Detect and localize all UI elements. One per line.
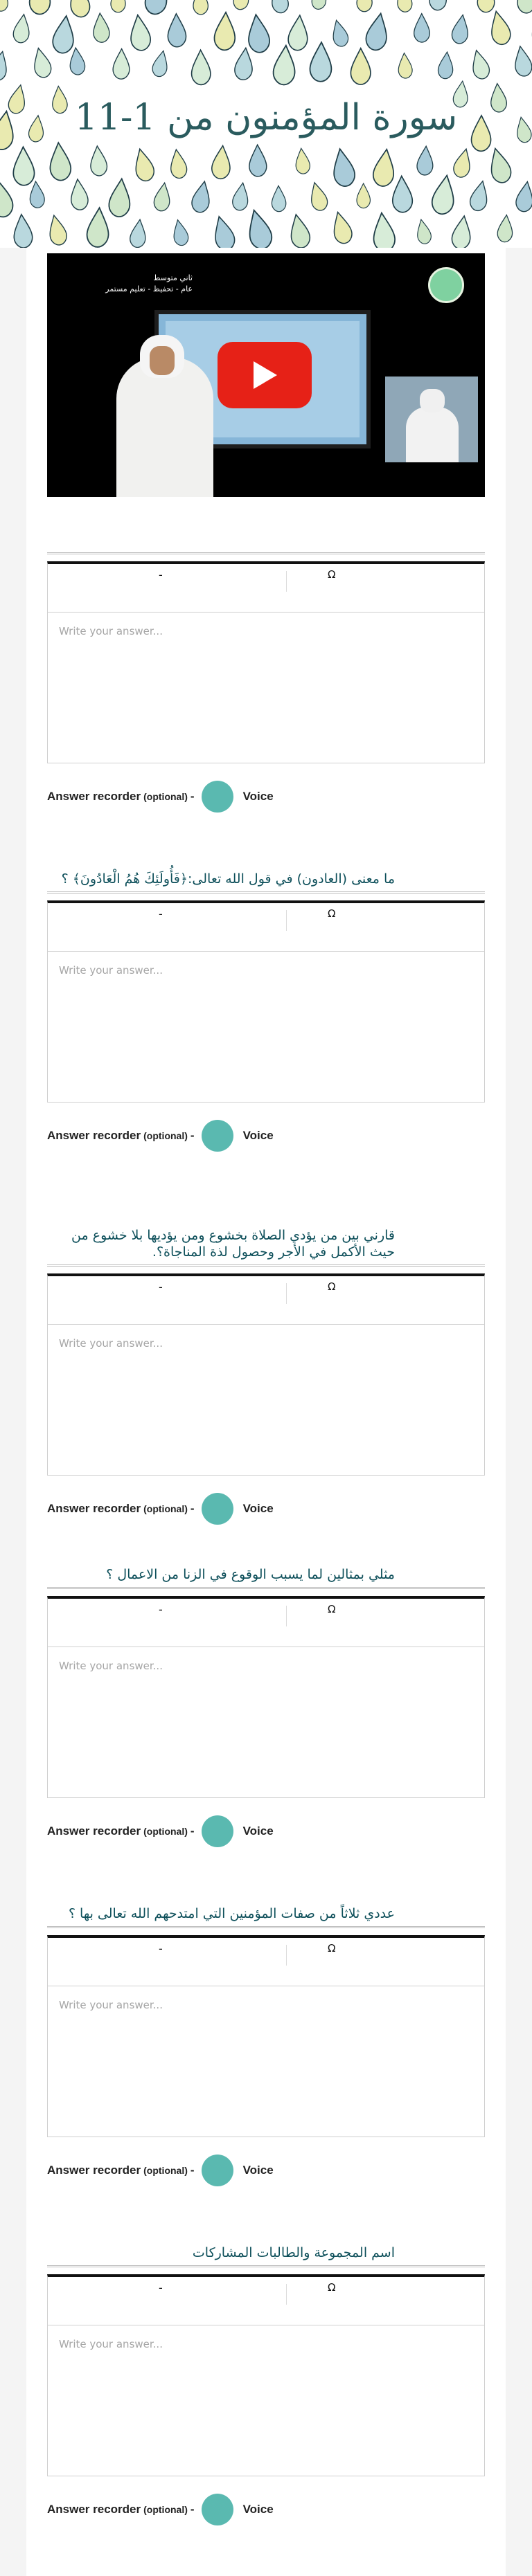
toolbar-omega-button[interactable]: Ω: [328, 1603, 336, 1615]
raindrop-icon: [357, 183, 371, 208]
recorder-label: Answer recorder: [47, 790, 141, 803]
answer-textarea[interactable]: Write your answer...: [47, 1647, 485, 1798]
raindrop-icon: [128, 14, 152, 52]
record-voice-button[interactable]: [202, 781, 233, 813]
raindrop-icon: [364, 12, 391, 52]
raindrop-icon: [231, 0, 253, 11]
raindrop-icon: [414, 218, 432, 245]
raindrop-icon: [351, 48, 371, 84]
editor-toolbar: [47, 900, 485, 952]
raindrop-icon: [108, 178, 132, 217]
raindrop-icon: [450, 215, 473, 248]
play-button[interactable]: [218, 342, 312, 408]
recorder-label: Answer recorder: [47, 1824, 141, 1838]
raindrop-icon: [272, 45, 296, 86]
raindrop-icon: [46, 214, 68, 247]
raindrop-icon: [167, 13, 186, 47]
form-card: [26, 248, 506, 2576]
raindrop-icon: [269, 0, 290, 14]
record-voice-button[interactable]: [202, 1815, 233, 1847]
raindrop-icon: [527, 14, 532, 48]
raindrop-icon: [86, 207, 110, 248]
answer-recorder: [47, 2493, 485, 2526]
question-block-1: [47, 532, 485, 813]
raindrop-icon: [249, 145, 267, 176]
question-title: قارني بين من يؤدي الصلاة بخشوع ومن يؤديها بلا خشوع من حيث الأكمل في الأجر وحصول لذة المناجاة؟.: [71, 1228, 395, 1260]
recorder-label: Answer recorder: [47, 1129, 141, 1142]
raindrop-icon: [131, 147, 156, 183]
raindrop-icon: [416, 146, 434, 176]
channel-logo-icon: [428, 267, 464, 303]
raindrop-icon: [287, 212, 312, 248]
raindrop-icon: [89, 145, 108, 176]
toolbar-omega-button[interactable]: Ω: [328, 568, 336, 581]
recorder-optional: (optional): [143, 2504, 188, 2515]
raindrop-icon: [371, 212, 396, 248]
recorder-dash: -: [190, 2503, 195, 2516]
raindrop-icon: [171, 219, 190, 247]
raindrop-icon: [451, 14, 471, 45]
recorder-optional: (optional): [143, 2165, 188, 2176]
raindrop-icon: [69, 179, 89, 211]
question-block-4: [47, 1566, 485, 1848]
raindrop-icon: [398, 53, 413, 79]
raindrop-icon: [12, 214, 33, 248]
toolbar-dash-button[interactable]: -: [159, 2281, 163, 2294]
raindrop-icon: [294, 147, 311, 174]
raindrop-icon: [129, 219, 148, 248]
raindrop-icon: [437, 51, 454, 80]
raindrop-icon: [92, 12, 110, 43]
question-divider: [47, 1926, 485, 1928]
question-title: [47, 532, 485, 548]
recorder-dash: -: [190, 2164, 195, 2177]
raindrop-icon: [111, 0, 126, 12]
recorder-label: Answer recorder: [47, 2164, 141, 2177]
recorder-optional: (optional): [143, 1503, 188, 1514]
question-title: اسم المجموعة والطالبات المشاركات: [192, 2245, 395, 2260]
recorder-dash: -: [190, 1824, 195, 1838]
question-divider: [47, 552, 485, 554]
voice-label: Voice: [242, 1824, 274, 1838]
editor-toolbar: [47, 2274, 485, 2325]
raindrop-icon: [452, 147, 474, 179]
raindrop-icon: [329, 19, 350, 48]
toolbar-dash-button[interactable]: -: [159, 1942, 163, 1955]
answer-recorder: [47, 1492, 485, 1525]
recorder-dash: -: [190, 790, 195, 803]
raindrop-icon: [30, 46, 53, 79]
toolbar-omega-button[interactable]: Ω: [328, 2281, 336, 2294]
voice-label: Voice: [242, 1129, 274, 1142]
raindrop-icon: [48, 142, 71, 181]
raindrop-icon: [191, 50, 211, 85]
raindrop-icon: [151, 49, 170, 78]
raindrop-icon: [287, 15, 310, 51]
raindrop-icon: [143, 0, 172, 17]
toolbar-dash-button[interactable]: -: [159, 907, 163, 920]
play-icon: [249, 360, 280, 390]
raindrop-icon: [0, 50, 10, 82]
answer-textarea[interactable]: Write your answer...: [47, 1325, 485, 1476]
editor-toolbar: [47, 1596, 485, 1647]
question-divider: [47, 2265, 485, 2267]
raindrop-icon: [29, 0, 51, 15]
record-voice-button[interactable]: [202, 1493, 233, 1525]
raindrop-icon: [468, 48, 491, 81]
question-title: عددي ثلاثاً من صفات المؤمنين التي امتدحهم الله تعالى بها ؟: [68, 1906, 395, 1921]
raindrop-icon: [12, 13, 32, 44]
raindrop-icon: [0, 0, 9, 12]
raindrop-icon: [395, 0, 413, 13]
raindrop-icon: [468, 179, 490, 212]
answer-textarea[interactable]: Write your answer...: [47, 613, 485, 763]
record-voice-button[interactable]: [202, 2494, 233, 2525]
raindrop-icon: [477, 0, 495, 12]
toolbar-omega-button[interactable]: Ω: [328, 1280, 336, 1293]
question-divider: [47, 891, 485, 894]
toolbar-omega-button[interactable]: Ω: [328, 1942, 336, 1954]
voice-label: Voice: [242, 1502, 274, 1515]
raindrop-icon: [193, 0, 209, 15]
raindrop-icon: [391, 176, 412, 212]
question-block-2: [47, 871, 485, 1152]
raindrop-icon: [330, 147, 357, 188]
voice-label: Voice: [242, 2164, 274, 2177]
raindrop-icon: [231, 182, 250, 212]
answer-recorder: [47, 780, 485, 813]
recorder-label: Answer recorder: [47, 1502, 141, 1515]
raindrop-icon: [310, 42, 332, 82]
raindrop-icon: [66, 0, 91, 19]
answer-recorder: [47, 2154, 485, 2187]
record-voice-button[interactable]: [202, 2155, 233, 2186]
answer-recorder: [47, 1119, 485, 1152]
recorder-optional: (optional): [143, 791, 188, 802]
editor-toolbar: [47, 1273, 485, 1325]
raindrop-icon: [28, 181, 45, 208]
raindrop-icon: [246, 13, 272, 53]
answer-textarea[interactable]: Write your answer...: [47, 1986, 485, 2137]
raindrop-icon: [210, 214, 237, 248]
raindrop-icon: [307, 181, 329, 212]
raindrop-icon: [168, 148, 188, 179]
raindrop-icon: [487, 9, 513, 46]
raindrop-icon: [12, 147, 35, 185]
editor-toolbar: [47, 561, 485, 613]
recorder-label: Answer recorder: [47, 2503, 141, 2516]
video-caption: ثاني متوسط عام - تحفيظ - تعليم مستمر: [105, 273, 193, 293]
question-divider: [47, 1587, 485, 1589]
raindrop-icon: [233, 47, 254, 81]
raindrop-icon: [310, 0, 330, 10]
raindrop-icon: [486, 146, 513, 185]
record-voice-button[interactable]: [202, 1120, 233, 1152]
raindrop-icon: [429, 0, 448, 11]
raindrop-icon: [190, 180, 213, 214]
raindrop-icon: [244, 208, 275, 248]
presenter-figure: [116, 357, 213, 497]
raindrop-icon: [414, 14, 429, 43]
raindrop-icon: [515, 0, 532, 14]
question-block-6: [47, 2244, 485, 2526]
raindrop-icon: [211, 145, 232, 179]
editor-toolbar: [47, 1935, 485, 1986]
question-block-5: [47, 1905, 485, 2187]
recorder-optional: (optional): [143, 1826, 188, 1837]
header-banner: [0, 0, 532, 248]
raindrop-icon: [153, 182, 172, 212]
toolbar-omega-button[interactable]: Ω: [328, 907, 336, 920]
recorder-optional: (optional): [143, 1130, 188, 1141]
voice-label: Voice: [242, 790, 274, 803]
question-title: مثلي بمثالين لما يسبب الوقوع في الزنا من الاعمال ؟: [106, 1567, 395, 1582]
raindrop-icon: [512, 45, 532, 78]
raindrop-icon: [497, 215, 514, 243]
question-title: ما معنى (العادون) في قول الله تعالى:﴿فَأُولَئِكَ هُمُ الْعَادُونَ﴾ ؟: [61, 871, 395, 887]
raindrop-icon: [372, 148, 397, 188]
raindrop-icon: [515, 181, 532, 213]
question-block-3: [47, 1227, 485, 1525]
recorder-dash: -: [190, 1129, 195, 1142]
toolbar-dash-button[interactable]: -: [159, 1280, 163, 1294]
raindrop-icon: [272, 185, 286, 212]
voice-label: Voice: [242, 2503, 274, 2516]
raindrop-icon: [214, 12, 236, 51]
raindrop-icon: [113, 48, 130, 79]
video-embed[interactable]: [47, 253, 485, 497]
raindrop-icon: [69, 47, 86, 75]
toolbar-dash-button[interactable]: -: [159, 1603, 163, 1616]
answer-textarea[interactable]: Write your answer...: [47, 952, 485, 1103]
answer-textarea[interactable]: Write your answer...: [47, 2325, 485, 2476]
answer-recorder: [47, 1815, 485, 1848]
raindrop-icon: [329, 210, 354, 245]
page-title: سورة المؤمنون من 1-11: [74, 97, 458, 138]
toolbar-dash-button[interactable]: -: [159, 568, 163, 581]
raindrop-icon: [51, 15, 76, 54]
raindrop-icon: [356, 0, 373, 12]
question-divider: [47, 1264, 485, 1267]
recorder-dash: -: [190, 1502, 195, 1515]
raindrop-icon: [430, 174, 457, 215]
raindrop-icon: [0, 176, 15, 219]
